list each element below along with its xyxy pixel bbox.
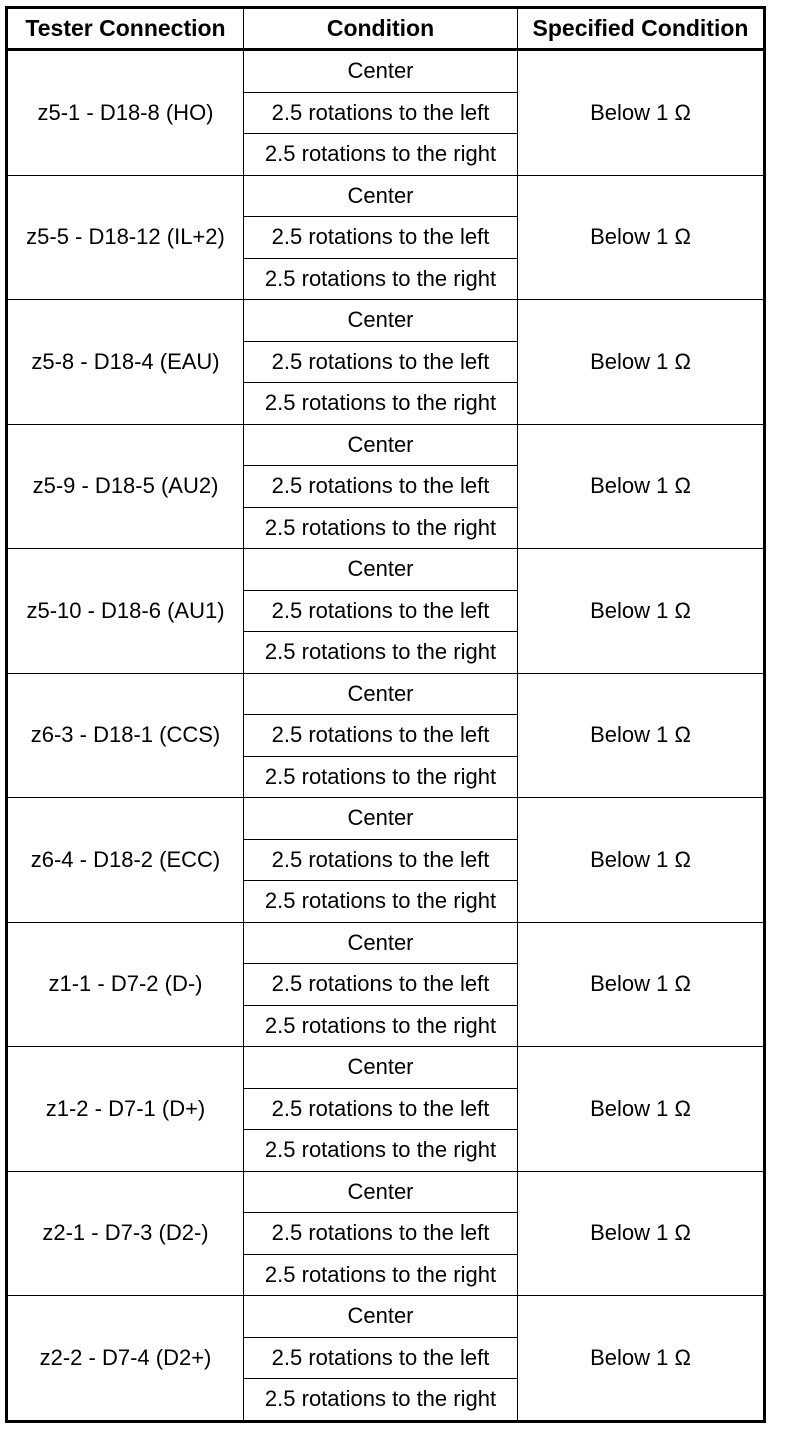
specification-table [5, 6, 766, 1423]
specified-condition-cell: Below 1 Ω [518, 1296, 765, 1422]
specified-condition-cell: Below 1 Ω [518, 175, 765, 300]
table-row-group [7, 424, 765, 549]
condition-cell: Center [244, 1171, 518, 1213]
tester-connection-cell: z2-1 - D7-3 (D2-) [7, 1171, 244, 1296]
tester-connection-cell: z1-1 - D7-2 (D-) [7, 922, 244, 1047]
table-row [7, 798, 765, 840]
condition-cell: Center [244, 1047, 518, 1089]
condition-cell: Center [244, 549, 518, 591]
condition-cell: Center [244, 922, 518, 964]
header-row [7, 8, 765, 50]
table-row-group [7, 50, 765, 176]
condition-cell: 2.5 rotations to the right [244, 756, 518, 798]
specified-condition-cell: Below 1 Ω [518, 1047, 765, 1172]
table-row-group [7, 673, 765, 798]
specified-condition-cell: Below 1 Ω [518, 673, 765, 798]
condition-cell: 2.5 rotations to the left [244, 1213, 518, 1255]
table-row [7, 1047, 765, 1089]
condition-cell: 2.5 rotations to the left [244, 341, 518, 383]
tester-connection-cell: z5-9 - D18-5 (AU2) [7, 424, 244, 549]
condition-cell: 2.5 rotations to the right [244, 881, 518, 923]
specified-condition-cell: Below 1 Ω [518, 922, 765, 1047]
condition-cell: 2.5 rotations to the left [244, 715, 518, 757]
tester-connection-cell: z1-2 - D7-1 (D+) [7, 1047, 244, 1172]
table-row [7, 549, 765, 591]
table-row [7, 673, 765, 715]
table-row-group [7, 1171, 765, 1296]
table-row-group [7, 549, 765, 674]
specified-condition-cell: Below 1 Ω [518, 549, 765, 674]
condition-cell: 2.5 rotations to the right [244, 632, 518, 674]
condition-cell: 2.5 rotations to the right [244, 507, 518, 549]
condition-cell: Center [244, 424, 518, 466]
condition-cell: 2.5 rotations to the right [244, 1130, 518, 1172]
condition-cell: 2.5 rotations to the left [244, 466, 518, 508]
tester-connection-cell: z5-8 - D18-4 (EAU) [7, 300, 244, 425]
condition-cell: 2.5 rotations to the left [244, 92, 518, 134]
specified-condition-cell: Below 1 Ω [518, 798, 765, 923]
condition-cell: 2.5 rotations to the left [244, 839, 518, 881]
table-row [7, 50, 765, 93]
condition-cell: 2.5 rotations to the right [244, 383, 518, 425]
condition-cell: 2.5 rotations to the right [244, 1005, 518, 1047]
table-row [7, 1296, 765, 1338]
table-row [7, 1171, 765, 1213]
condition-cell: 2.5 rotations to the left [244, 217, 518, 259]
table-row-group [7, 300, 765, 425]
header-specified-condition: Specified Condition [518, 8, 765, 50]
tester-connection-cell: z5-1 - D18-8 (HO) [7, 50, 244, 176]
table-row [7, 300, 765, 342]
condition-cell: Center [244, 1296, 518, 1338]
table-row-group [7, 1296, 765, 1422]
table-row-group [7, 175, 765, 300]
condition-cell: 2.5 rotations to the left [244, 1337, 518, 1379]
specified-condition-cell: Below 1 Ω [518, 300, 765, 425]
condition-cell: 2.5 rotations to the left [244, 1088, 518, 1130]
tester-connection-cell: z2-2 - D7-4 (D2+) [7, 1296, 244, 1422]
tester-connection-cell: z5-5 - D18-12 (IL+2) [7, 175, 244, 300]
tester-connection-cell: z5-10 - D18-6 (AU1) [7, 549, 244, 674]
specified-condition-cell: Below 1 Ω [518, 50, 765, 176]
tester-connection-cell: z6-4 - D18-2 (ECC) [7, 798, 244, 923]
condition-cell: 2.5 rotations to the right [244, 258, 518, 300]
table-row-group [7, 798, 765, 923]
header-tester-connection: Tester Connection [7, 8, 244, 50]
condition-cell: 2.5 rotations to the left [244, 964, 518, 1006]
tester-connection-cell: z6-3 - D18-1 (CCS) [7, 673, 244, 798]
table-row [7, 922, 765, 964]
table-header [7, 8, 765, 50]
specified-condition-cell: Below 1 Ω [518, 1171, 765, 1296]
table-row [7, 424, 765, 466]
condition-cell: Center [244, 673, 518, 715]
condition-cell: 2.5 rotations to the right [244, 1379, 518, 1422]
condition-cell: Center [244, 50, 518, 93]
condition-cell: Center [244, 175, 518, 217]
table-row [7, 175, 765, 217]
condition-cell: 2.5 rotations to the right [244, 1254, 518, 1296]
table-row-group [7, 1047, 765, 1172]
condition-cell: 2.5 rotations to the left [244, 590, 518, 632]
table-row-group [7, 922, 765, 1047]
condition-cell: 2.5 rotations to the right [244, 134, 518, 176]
condition-cell: Center [244, 300, 518, 342]
condition-cell: Center [244, 798, 518, 840]
specified-condition-cell: Below 1 Ω [518, 424, 765, 549]
header-condition: Condition [244, 8, 518, 50]
